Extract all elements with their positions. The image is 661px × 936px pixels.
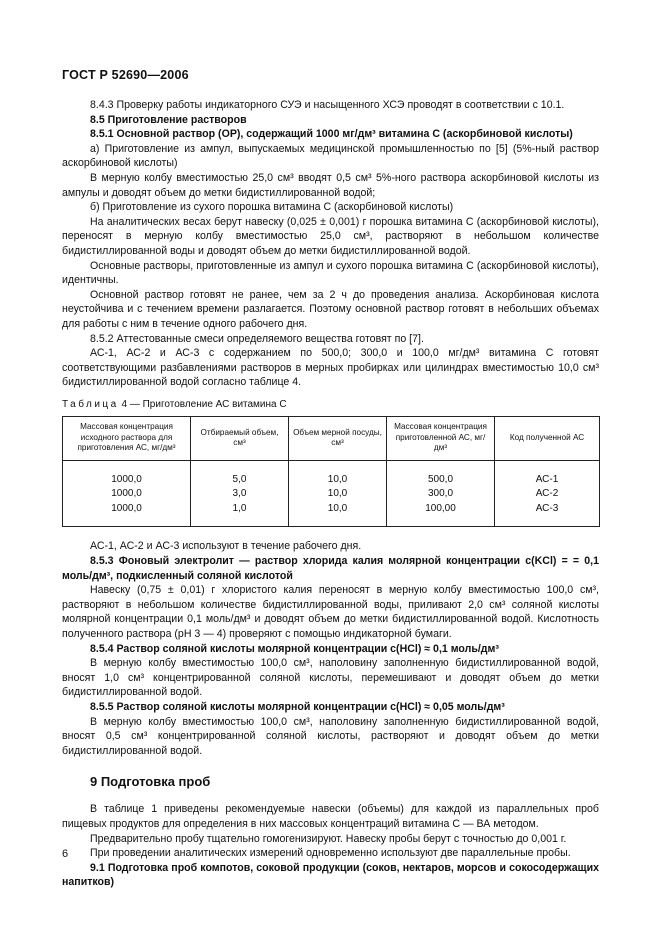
- paragraph-working-day: АС-1, АС-2 и АС-3 используют в течение рабочего дня.: [90, 540, 362, 553]
- post-table-section: [62, 539, 599, 758]
- table-caption-word: Таблица: [62, 398, 119, 410]
- section-9-title: 9 Подготовка проб: [90, 774, 211, 790]
- table-cell: 1000,0: [63, 502, 191, 527]
- table-row: [63, 487, 600, 502]
- paragraph-hcl-005-method: В мерную колбу вместимостью 100,0 см³, наполовину заполненную бидистиллированной водой, вносят 0,5 см³ концентрированной соляной кислоты, растворяют и доводят объем до метки бидистиллированной водой.: [62, 715, 599, 757]
- document-header: ГОСТ Р 52690—2006: [62, 68, 189, 82]
- paragraph-homogenize: Предварительно пробу тщательно гомогенизируют. Навеску пробы берут с точностью до 0,001 г.: [90, 832, 567, 845]
- heading-9-1: 9.1 Подготовка проб компотов, соковой продукции (соков, нектаров, морсов и сокосодержащих напитков): [62, 861, 599, 889]
- table-header-cell: Массовая концентрация исходного раствора для приготовления АС, мг/дм³: [63, 417, 191, 461]
- paragraph-hcl-01-method: В мерную колбу вместимостью 100,0 см³, наполовину заполненную бидистиллированной водой, вносят 1,0 см³ концентрированной соляной кислоты, перемешивают и доводят объем до метки бидистиллированной водой.: [62, 657, 599, 699]
- table-cell: 10,0: [289, 487, 387, 502]
- table-cell: 1000,0: [63, 460, 191, 487]
- table-cell: 5,0: [191, 460, 289, 487]
- page-number: 6: [62, 848, 69, 860]
- paragraph-stability: Основной раствор готовят не ранее, чем за 2 ч до проведения анализа. Аскорбиновая кислота неустойчива и с течением времени разлагается. Поэтому основной раствор готовят в небольших объемах для работы с ним в течение одного рабочего дня.: [62, 288, 599, 330]
- paragraph-identical: Основные растворы, приготовленные из ампул и сухого порошка витамина С (аскорбиновой кислоты), идентичны.: [62, 259, 599, 287]
- table-caption-text: 4 — Приготовление АС витамина С: [121, 398, 287, 410]
- table-cell: 100,00: [387, 502, 495, 527]
- heading-8-5: 8.5 Приготовление растворов: [90, 113, 247, 126]
- table-cell: 3,0: [191, 487, 289, 502]
- paragraph-parallel-samples: При проведении аналитических измерений одновременно используют две параллельные пробы.: [90, 847, 571, 860]
- paragraph-8-5-2: 8.5.2 Аттестованные смеси определяемого вещества готовят по [7].: [90, 332, 424, 345]
- heading-8-5-3: 8.5.3 Фоновый электролит — раствор хлорида калия молярной концентрации c(KCl) = = 0,1 моль/дм³, подкисленный соляной кислотой: [62, 555, 599, 582]
- table-cell: 10,0: [289, 502, 387, 527]
- table-cell: 1,0: [191, 502, 289, 527]
- paragraph-kcl-method: Навеску (0,75 ± 0,01) г хлористого калия переносят в мерную колбу вместимостью 100,0 см³, растворяют в небольшом количестве бидистиллированной воды, приливают 2,0 см³ соляной кислоты молярной концентрации 0,1 моль/дм³ и доводят объем до метки бидистиллированной водой. Кислотность полученного раствора (рН 3 — 4) проверяют с помощью индикаторной бумаги.: [62, 584, 599, 641]
- table-header-cell: Массовая концентрация приготовленной АС, мг/дм³: [387, 417, 495, 461]
- paragraph-dilution: АС-1, АС-2 и АС-3 с содержанием по 500,0; 300,0 и 100,0 мг/дм³ витамина С готовят соответствующими разбавлениями растворов в мерных пробирках или цилиндрах вместимостью 10,0 см³ бидистиллированной водой согласно таблице 4.: [62, 347, 599, 389]
- table-header-cell: Код полученной АС: [495, 417, 600, 461]
- table-header-cell: Отбираемый объем, см³: [191, 417, 289, 461]
- table-header-cell: Объем мерной посуды, см³: [289, 417, 387, 461]
- table-cell: АС-1: [495, 460, 600, 487]
- paragraph-powder-prep: б) Приготовление из сухого порошка витамина С (аскорбиновой кислоты): [90, 201, 454, 214]
- heading-8-5-5: 8.5.5 Раствор соляной кислоты молярной концентрации c(HCl) ≈ 0,05 моль/дм³: [90, 701, 505, 713]
- table-row: [63, 460, 600, 487]
- table-caption: [62, 398, 599, 413]
- heading-8-5-1: 8.5.1 Основной раствор (ОР), содержащий 1000 мг/дм³ витамина С (аскорбиновой кислоты): [90, 128, 573, 141]
- table-cell: 1000,0: [63, 487, 191, 502]
- table-cell: АС-2: [495, 487, 600, 502]
- paragraph-ampoule-method: В мерную колбу вместимостью 25,0 см³ вводят 0,5 см³ 5%-ного раствора аскорбиновой кислоты из ампулы и доводят объем до метки бидистиллированной водой;: [62, 171, 599, 199]
- table-cell: 300,0: [387, 487, 495, 502]
- table-cell: 10,0: [289, 460, 387, 487]
- paragraph-8-4-3: 8.4.3 Проверку работы индикаторного СУЭ и насыщенного ХСЭ проводят в соответствии с 10.1.: [90, 99, 565, 111]
- table-header-row: [63, 417, 600, 461]
- table-cell: АС-3: [495, 502, 600, 527]
- document-body: [62, 98, 599, 890]
- paragraph-powder-method: На аналитических весах берут навеску (0,025 ± 0,001) г порошка витамина С (аскорбиновой кислоты), переносят в мерную колбу вместимостью 25,0 см³, растворяют в небольшом количестве бидистиллированной воды и доводят объем до метки бидистиллированной водой.: [62, 215, 599, 257]
- table-row: [63, 502, 600, 527]
- table-4: [62, 416, 600, 527]
- paragraph-ampoule-prep: а) Приготовление из ампул, выпускаемых медицинской промышленностью по [5] (5%-ный раствор аскорбиновой кислоты): [62, 142, 599, 170]
- table-cell: 500,0: [387, 460, 495, 487]
- heading-8-5-4: 8.5.4 Раствор соляной кислоты молярной концентрации c(HCl) ≈ 0,1 моль/дм³: [90, 642, 499, 655]
- paragraph-sample-weights: В таблице 1 приведены рекомендуемые навески (объемы) для каждой из параллельных проб пищевых продуктов для определения в них массовых концентраций витамина С — ВА методом.: [62, 803, 599, 830]
